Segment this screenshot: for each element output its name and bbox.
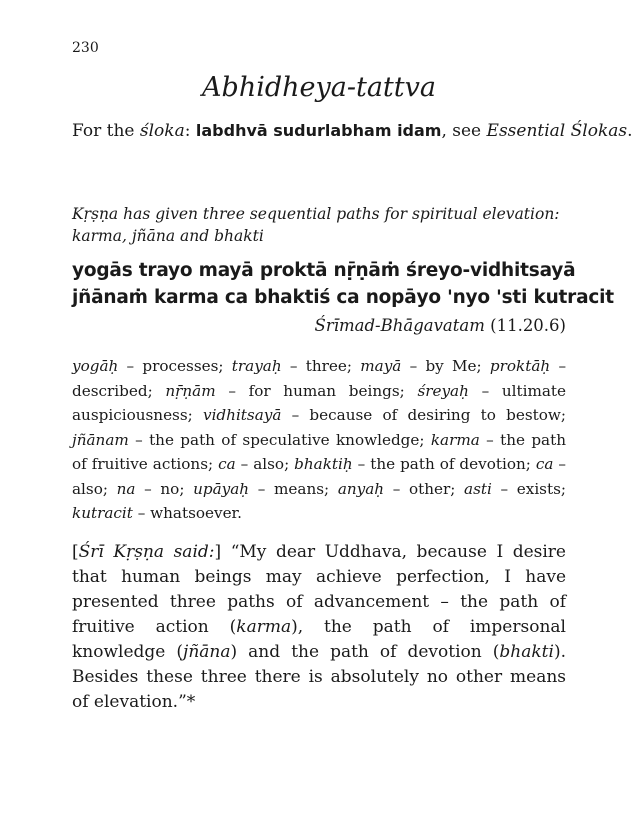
synonym-meaning: three xyxy=(305,357,347,375)
page-number: 230 xyxy=(72,40,99,56)
synonym-meaning: the path of speculative knowledge xyxy=(149,430,420,449)
chapter-title: Abhidheya-tattva xyxy=(202,72,436,103)
synonym-meaning: processes xyxy=(142,357,219,375)
synonym-term: nṝṇām xyxy=(165,381,216,400)
synonym-term: yogāḥ xyxy=(72,357,119,375)
section-heading: Kṛṣṇa has given three sequential paths for spiritual elevation: karma, jñāna and bhakti xyxy=(72,205,560,245)
verse-name: labdhvā sudurlabham idam xyxy=(195,121,442,140)
synonym-meaning: exists xyxy=(516,479,561,498)
source-ref: (11.20.6) xyxy=(484,316,566,335)
synonym-meaning: also xyxy=(253,455,285,473)
synonym-term: anyaḥ xyxy=(337,479,385,498)
verse-source xyxy=(315,316,566,335)
sloka-reference: For the śloka: labdhvā sudurlabham idam, see Essential Ślokas. xyxy=(72,121,633,141)
synonym-meaning: because of desiring to bestow xyxy=(309,406,561,424)
synonym-term: bhaktiḥ xyxy=(294,455,353,473)
synonym-meaning: the path of fruitive actions xyxy=(72,430,567,473)
synonym-term: trayaḥ xyxy=(231,357,282,375)
synonym-term: śreyaḥ xyxy=(417,381,469,400)
speaker: Śrī Kṛṣṇa said: xyxy=(78,542,215,562)
synonym-term: ca xyxy=(535,455,554,473)
synonym-term: mayā xyxy=(360,357,402,375)
synonym-meaning: also xyxy=(72,479,103,498)
synonym-term: proktāḥ xyxy=(489,357,551,375)
synonym-term: kutracit xyxy=(72,504,133,522)
synonym-meaning: for human beings xyxy=(248,381,400,400)
synonym-term: na xyxy=(116,479,136,498)
source-title: Śrīmad-Bhāgavatam xyxy=(314,316,485,335)
synonym-meaning: means xyxy=(274,479,325,498)
translation-paragraph: [Śrī Kṛṣṇa said:] “My dear Uddhava, because I desire that human beings may achieve perfection, I have presented three paths of advancement – the path of fruitive action (karma), the path of impersonal knowledge (jñāna) and the path of devotion (bhakti). Besides these three there is absolutely no other means of elevation.”* xyxy=(72,542,566,712)
term: bhakti xyxy=(499,642,554,662)
synonym-meaning: described xyxy=(72,381,148,400)
verse xyxy=(72,257,614,311)
synonym-meaning: whatsoever xyxy=(150,504,238,522)
synonym-term: ca xyxy=(218,455,236,473)
synonym-meaning: the path of devotion xyxy=(370,455,526,473)
synonym-meaning: other xyxy=(408,479,451,498)
synonym-term: karma xyxy=(430,430,480,449)
synonym-meaning: no xyxy=(160,479,180,498)
synonyms-paragraph: yogāḥ – processes; trayaḥ – three; mayā – by Me; proktāḥ – described; nṝṇām – for human beings; śreyaḥ – ultimate auspiciousness; vidhitsayā – because of desiring to bestow; jñānam – the path of speculative knowledge; karma – the path of fruitive actions; ca – also; bhaktiḥ – the path of devotion; ca – also; na – no; upāyaḥ – means; anyaḥ – other; asti – exists; kutracit – whatsoever. xyxy=(72,357,567,522)
synonym-term: upāyaḥ xyxy=(193,479,250,498)
synonym-term: jñānam xyxy=(72,430,129,449)
synonym-term: vidhitsayā xyxy=(203,406,282,424)
synonym-term: asti xyxy=(464,479,492,498)
book-title: Essential Ślokas xyxy=(486,121,628,141)
sloka-word: śloka xyxy=(139,121,185,141)
term: karma xyxy=(236,617,292,637)
synonym-meaning: ultimate auspiciousness xyxy=(72,381,567,424)
synonym-meaning: by Me xyxy=(425,357,477,375)
term: jñāna xyxy=(183,642,231,662)
verse-line: yogās trayo mayā proktā nṝṇāṁ śreyo-vidhitsayā xyxy=(72,260,576,281)
verse-line: jñānaṁ karma ca bhaktiś ca nopāyo 'nyo 'sti kutracit xyxy=(72,287,614,308)
